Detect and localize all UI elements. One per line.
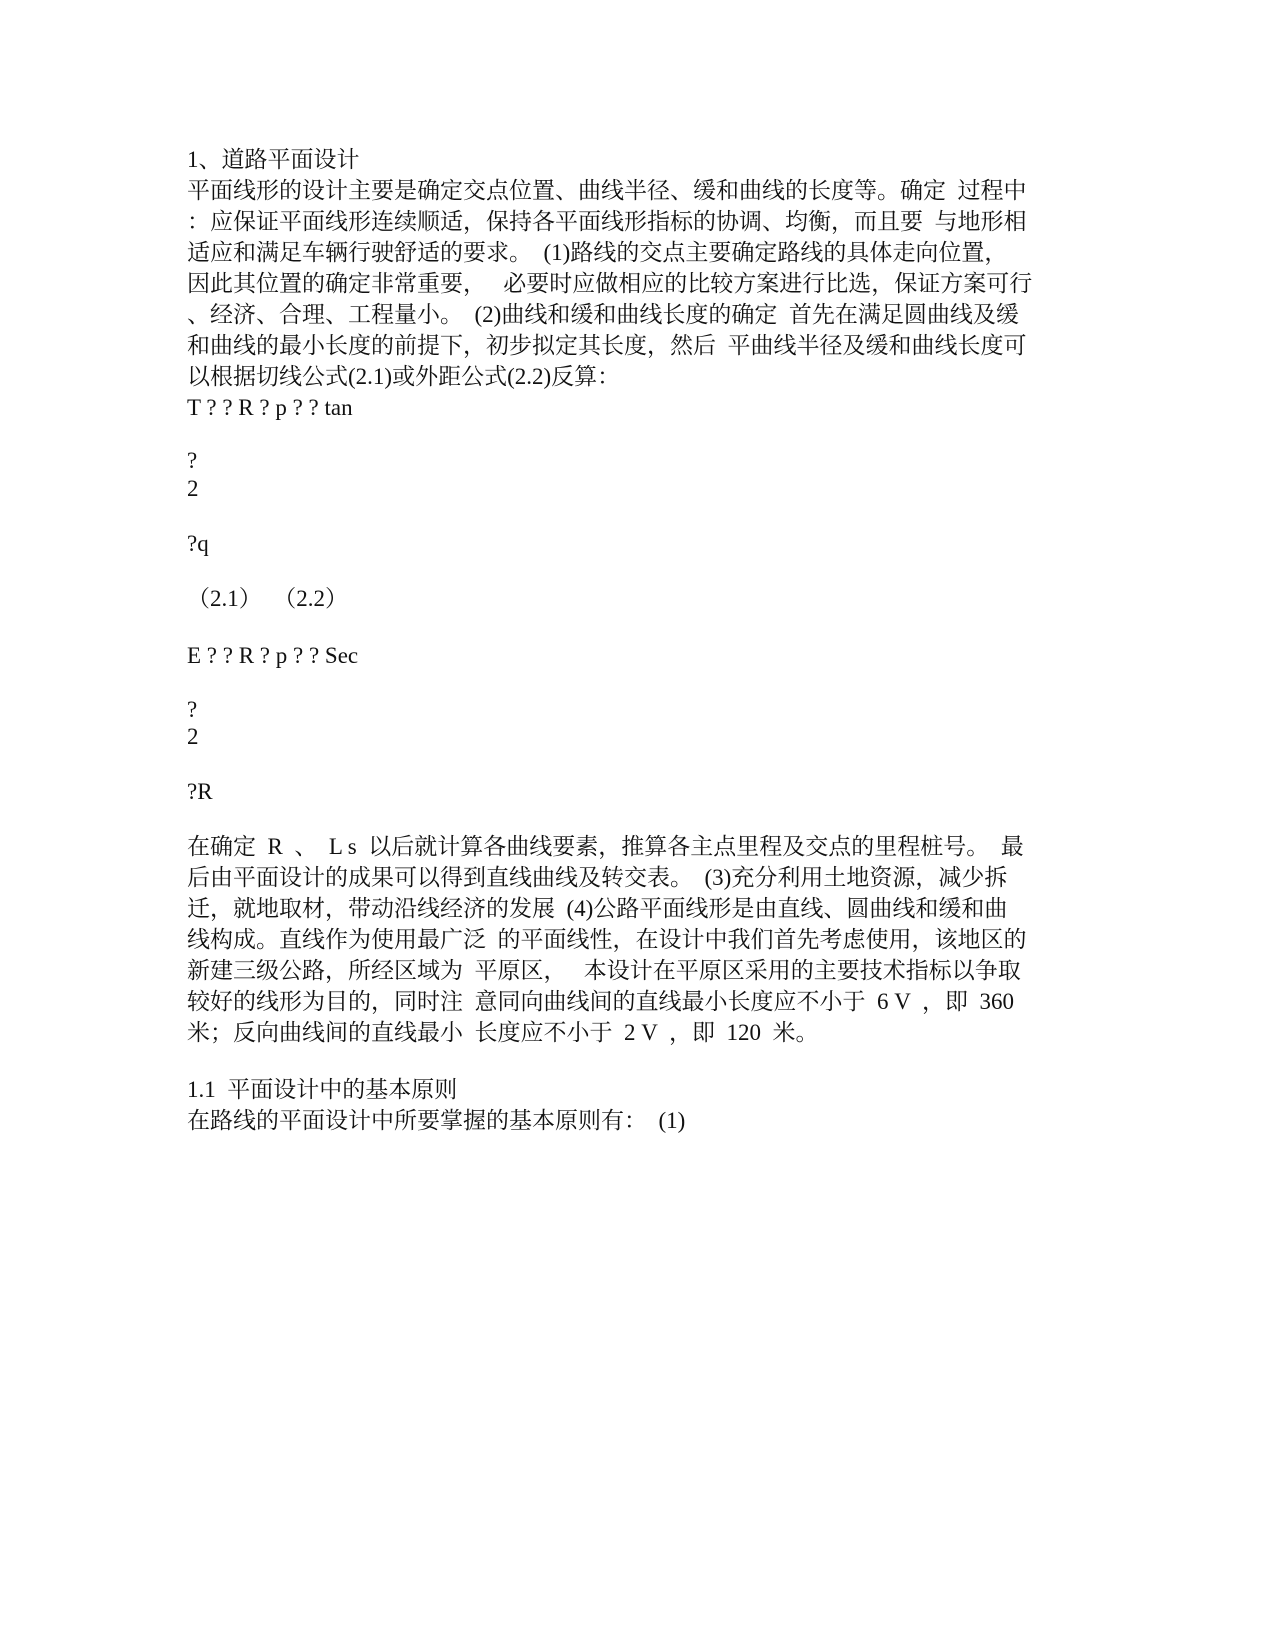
subsection-heading: 1.1 平面设计中的基本原则 (187, 1077, 458, 1102)
equation-numbers: （2.1） （2.2） (187, 586, 348, 611)
paragraph-line: 因此其位置的确定非常重要， 必要时应做相应的比较方案进行比选，保证方案可行 (187, 271, 1033, 296)
paragraph-line: 在路线的平面设计中所要掌握的基本原则有： (1) (187, 1108, 686, 1133)
paragraph-line: 和曲线的最小长度的前提下，初步拟定其长度，然后 平曲线半径及缓和曲线长度可 (187, 333, 1027, 358)
paragraph-line: 平面线形的设计主要是确定交点位置、曲线半径、缓和曲线的长度等。确定 过程中 (187, 178, 1027, 203)
formula-fragment: ?R (187, 779, 213, 804)
formula-fragment: ?q (187, 531, 209, 556)
paragraph-line: 新建三级公路，所经区域为 平原区， 本设计在平原区采用的主要技术指标以争取 (187, 958, 1021, 983)
section-heading: 1、道路平面设计 (187, 147, 360, 172)
paragraph-line: 米；反向曲线间的直线最小 长度应不小于 2 V ，即 120 米。 (187, 1020, 819, 1045)
paragraph-line: 适应和满足车辆行驶舒适的要求。 (1)路线的交点主要确定路线的具体走向位置， (187, 240, 1008, 265)
formula-line: E ? ? R ? p ? ? Sec (187, 643, 359, 668)
formula-line: T ? ? R ? p ? ? tan (187, 395, 353, 420)
formula-fragment: 2 (187, 476, 199, 501)
paragraph-line: 、经济、合理、工程量小。 (2)曲线和缓和曲线长度的确定 首先在满足圆曲线及缓 (187, 302, 1019, 327)
formula-fragment: ? (187, 697, 198, 722)
paragraph-line: ：应保证平面线形连续顺适，保持各平面线形指标的协调、均衡，而且要 与地形相 (187, 209, 1027, 234)
paragraph-line: 以根据切线公式(2.1)或外距公式(2.2)反算： (187, 364, 621, 389)
paragraph-line: 较好的线形为目的，同时注 意同向曲线间的直线最小长度应不小于 6 V ，即 360 (187, 989, 1014, 1014)
paragraph-line: 线构成。直线作为使用最广泛 的平面线性，在设计中我们首先考虑使用，该地区的 (187, 927, 1027, 952)
formula-fragment: ? (187, 448, 198, 473)
paragraph-line: 后由平面设计的成果可以得到直线曲线及转交表。 (3)充分利用土地资源，减少拆 (187, 865, 1008, 890)
paragraph-line: 迁，就地取材，带动沿线经济的发展 (4)公路平面线形是由直线、圆曲线和缓和曲 (187, 896, 1008, 921)
formula-fragment: 2 (187, 724, 199, 749)
paragraph-line: 在确定 R 、 L s 以后就计算各曲线要素，推算各主点里程及交点的里程桩号。 最 (187, 834, 1024, 859)
